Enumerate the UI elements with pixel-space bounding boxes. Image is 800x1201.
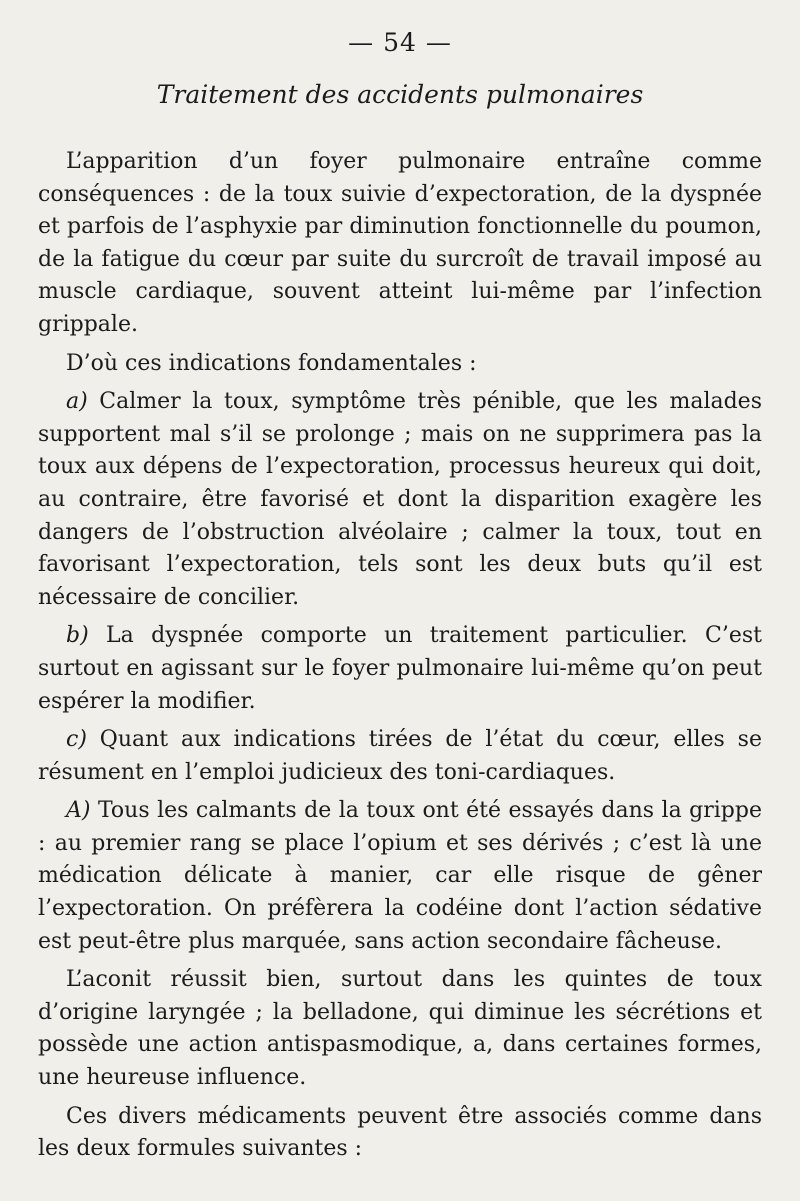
paragraph-text: La dyspnée comporte un traitement particulier. C’est surtout en agissant sur le foyer pulmonaire lui-même qu’on peut espérer la modifier.: [38, 623, 762, 714]
paragraph-text: L’apparition d’un foyer pulmonaire entraîne comme conséquences : de la toux suivie d’expectoration, de la dyspnée et parfois de l’asphyxie par diminution fonctionnelle du poumon, de la fatigue du cœur par suite du surcroît de travail imposé au muscle cardiaque, souvent atteint lui-même par l’infection grippale.: [38, 149, 762, 337]
paragraph-text: Calmer la toux, symptôme très pénible, que les malades supportent mal s’il se prolonge ; mais on ne supprimera pas la toux aux dépens de l’expectoration, processus heureux qui doit, au contraire, être favorisé et dont la disparition exagère les dangers de l’obstruction alvéolaire ; calmer la toux, tout en favorisant l’expectoration, tels sont les deux buts qu’il est nécessaire de concilier.: [38, 389, 762, 610]
section-title: Traitement des accidents pulmonaires: [156, 80, 644, 109]
paragraph: [38, 146, 762, 342]
paragraph-marker: a): [66, 389, 88, 415]
paragraph-text: Quant aux indications tirées de l’état du cœur, elles se résument en l’emploi judicieux des toni-cardiaques.: [38, 727, 762, 785]
paragraph-text: Ces divers médicaments peuvent être associés comme dans les deux formules suivantes :: [38, 1103, 762, 1162]
page-number: — 54 —: [348, 28, 452, 57]
paragraph: [38, 724, 762, 789]
paragraph: [38, 348, 762, 381]
body-text: [38, 146, 762, 1172]
paragraph-text: D’où ces indications fondamentales :: [66, 350, 477, 376]
paragraph: [38, 795, 762, 958]
paragraph-text: L’aconit réussit bien, surtout dans les quintes de toux d’origine laryngée ; la belladone, qui diminue les sécrétions et possède une action antispasmodique, a, dans certaines formes, une heureuse influence.: [38, 967, 762, 1091]
paragraph-text: Tous les calmants de la toux ont été essayés dans la grippe : au premier rang se place l’opium et ses dérivés ; c’est là une médication délicate à manier, car elle risque de gêner l’expectoration. On préfèrera la codéine dont l’action sédative est peut-être plus marquée, sans action secondaire fâcheuse.: [38, 798, 762, 954]
paragraph: [38, 620, 762, 718]
paragraph-marker: A): [66, 798, 91, 824]
paragraph-marker: b): [66, 623, 89, 649]
paragraph-marker: c): [66, 727, 87, 753]
paragraph: [38, 386, 762, 614]
paragraph: [38, 964, 762, 1094]
paragraph: [38, 1101, 762, 1166]
